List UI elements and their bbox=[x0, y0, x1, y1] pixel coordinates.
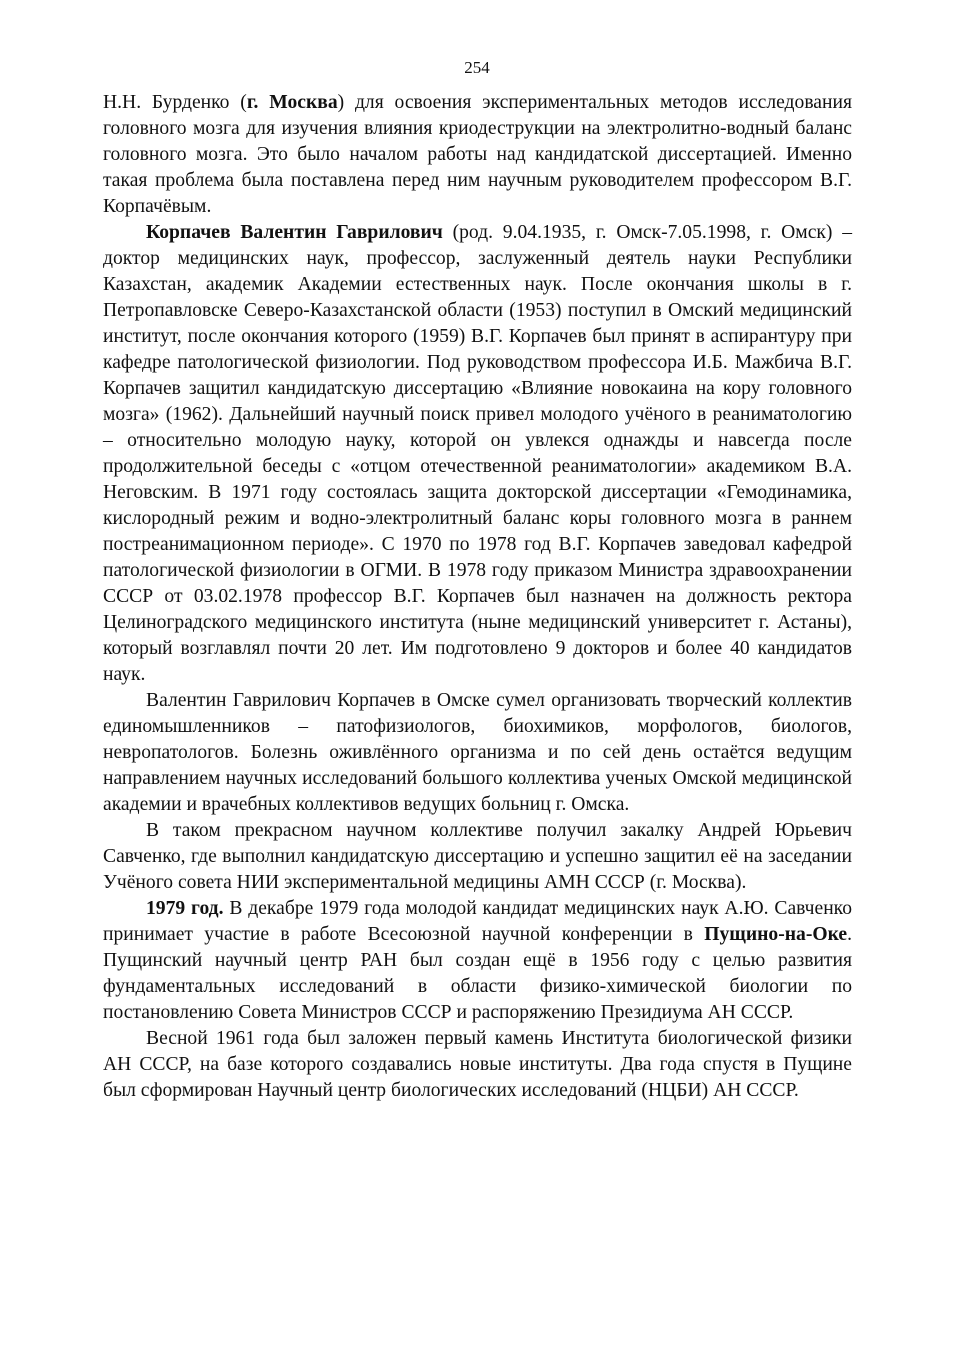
text-run: (род. 9.04.1935, г. Омск-7.05.1998, г. Омск) – доктор медицинских наук, профессор, заслуженный деятель науки Республики Казахстан, академик Академии естественных наук. После окончания школы в г. Петропавловске Северо-Казахстанской области (1953) поступил в Омский медицинский институт, после окончания которого (1959) В.Г. Корпачев был принят в аспирантуру при кафедре патологической физиологии. Под руководством профессора И.Б. Мажбича В.Г. Корпачев защитил кандидатскую диссертацию «Влияние новокаина на кору головного мозга» (1962). Дальнейший научный поиск привел молодого учёного в реаниматологию – относительно молодую науку, которой он увлекся однажды и навсегда после продолжительной беседы с «отцом отечественной реаниматологии» академиком В.А. Неговским. В 1971 году состоялась защита докторской диссертации «Гемодинамика, кислородный режим и водно-электролитный баланс коры головного мозга в раннем постреанимационном периоде». С 1970 по 1978 год В.Г. Корпачев заведовал кафедрой патологической физиологии в ОГМИ. В 1978 году приказом Министра здравоохранении СССР от 03.02.1978 профессор В.Г. Корпачев был назначен на должность ректора Целиноградского медицинского института (ныне медицинский университет г. Астаны), который возглавлял почти 20 лет. Им подготовлено 9 докторов и более 40 кандидатов наук. bbox=[103, 222, 852, 685]
text-run: . Пущинский научный центр РАН был создан ещё в 1956 году с целью развития фундаментальных исследований в области физико-химической биологии по постановлению Совета Министров СССР и распоряжению Президиума АН СССР. bbox=[103, 924, 852, 1023]
paragraph-2 bbox=[103, 220, 852, 688]
paragraph-4 bbox=[103, 818, 852, 896]
paragraph-3 bbox=[103, 688, 852, 818]
paragraph-1 bbox=[103, 90, 852, 220]
text-run: ) для освоения экспериментальных методов исследования головного мозга для изучения влияния криодеструкции на электролитно-водный баланс головного мозга. Это было началом работы над кандидатской диссертацией. Именно такая проблема была поставлена перед ним научным руководителем профессором В.Г. Корпачёвым. bbox=[103, 92, 852, 217]
document-body bbox=[103, 90, 852, 1104]
page-number: 254 bbox=[464, 58, 490, 77]
paragraph-6 bbox=[103, 1026, 852, 1104]
text-run: В таком прекрасном научном коллективе получил закалку Андрей Юрьевич Савченко, где выполнил кандидатскую диссертацию и успешно защитил её на заседании Учёного совета НИИ экспериментальной медицины АМН СССР (г. Москва). bbox=[103, 820, 852, 893]
paragraph-5 bbox=[103, 896, 852, 1026]
text-run: Весной 1961 года был заложен первый камень Института биологической физики АН СССР, на базе которого создавались новые институты. Два года спустя в Пущине был сформирован Научный центр биологических исследований (НЦБИ) АН СССР. bbox=[103, 1028, 852, 1101]
text-run: В декабре 1979 года молодой кандидат медицинских наук А.Ю. Савченко принимает участие в работе Всесоюзной научной конференции в bbox=[103, 898, 852, 945]
bold-text-run: г. Москва bbox=[246, 92, 338, 113]
text-run: Валентин Гаврилович Корпачев в Омске сумел организовать творческий коллектив единомышленников – патофизиологов, биохимиков, морфологов, биологов, невропатологов. Болезнь оживлённого организма и по сей день остаётся ведущим направлением научных исследований большого коллектива ученых Омской медицинской академии и врачебных коллективов ведущих больниц г. Омска. bbox=[103, 690, 852, 815]
text-run: Н.Н. Бурденко ( bbox=[103, 92, 247, 113]
bold-text-run: Корпачев Валентин Гаврилович bbox=[146, 222, 443, 243]
bold-text-run: Пущино-на-Оке bbox=[704, 924, 848, 945]
bold-text-run: 1979 год. bbox=[146, 898, 224, 919]
